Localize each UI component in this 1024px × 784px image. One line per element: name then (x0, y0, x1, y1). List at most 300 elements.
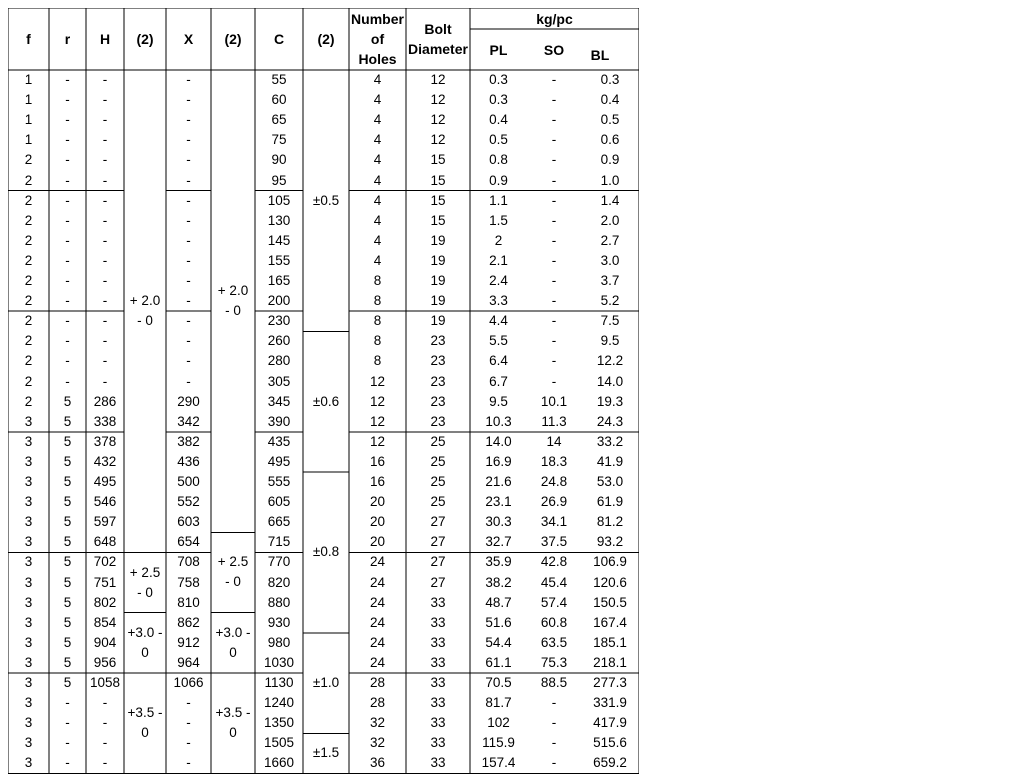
cell-pl: 0.9 (489, 172, 508, 188)
header-weight-group: kg/pc (536, 10, 573, 27)
cell-x: - (186, 273, 191, 289)
cell-f: 3 (24, 654, 33, 670)
cell-pl: 6.7 (489, 373, 508, 389)
cell-bl: 7.5 (600, 313, 620, 329)
cell-f: 1 (24, 72, 33, 88)
cell-h: - (102, 373, 108, 389)
cell-so: 24.8 (540, 474, 568, 490)
tolerance-c-cell: ±0.6 (312, 393, 340, 409)
cell-bolt: 23 (430, 333, 446, 349)
tolerance-x-cell-line-1: + 2.0 (217, 283, 249, 299)
cell-holes: 32 (369, 715, 386, 731)
cell-so: 10.1 (540, 393, 568, 409)
cell-h: 751 (93, 574, 117, 590)
cell-h: - (102, 273, 108, 289)
cell-f: 3 (24, 514, 33, 530)
header-number-of-holes (349, 8, 406, 70)
cell-x: - (186, 192, 191, 208)
header-tol-c: (2) (317, 31, 335, 47)
cell-holes: 8 (373, 353, 382, 369)
cell-c: 770 (267, 554, 291, 570)
cell-bl: 2.7 (600, 232, 620, 248)
cell-c: 165 (267, 273, 291, 289)
tolerance-x-cell-line-2: - 0 (225, 303, 241, 319)
cell-h: 597 (93, 514, 117, 530)
tolerance-h-cell-line-1: + 2.5 (129, 564, 161, 580)
cell-r: 5 (63, 453, 72, 469)
cell-x: 1066 (173, 675, 204, 691)
cell-so: 60.8 (540, 614, 568, 630)
cell-x: - (186, 715, 191, 731)
cell-bl: 0.9 (600, 152, 620, 168)
cell-so: 42.8 (540, 554, 568, 570)
cell-r: - (65, 192, 70, 208)
cell-c: 60 (271, 92, 287, 108)
cell-pl: 6.4 (489, 353, 508, 369)
cell-holes: 24 (369, 614, 386, 630)
header-number-of-holes-line-3: Holes (358, 51, 397, 67)
cell-r: - (65, 252, 70, 268)
cell-pl: 30.3 (485, 514, 512, 530)
cell-bolt: 15 (430, 192, 446, 208)
cell-f: 3 (24, 494, 33, 510)
cell-r: 5 (63, 614, 72, 630)
cell-r: 5 (63, 413, 72, 429)
cell-h: 338 (93, 413, 117, 429)
cell-c: 1030 (263, 654, 295, 670)
cell-holes: 16 (369, 474, 386, 490)
cell-f: 3 (24, 413, 33, 429)
cell-bolt: 23 (430, 373, 446, 389)
cell-f: 3 (24, 695, 33, 711)
cell-r: 5 (63, 634, 72, 650)
cell-bolt: 25 (430, 494, 446, 510)
cell-bl: 33.2 (596, 433, 624, 449)
cell-bolt: 33 (430, 715, 446, 731)
cell-r: - (65, 333, 70, 349)
cell-holes: 12 (369, 393, 386, 409)
cell-c: 345 (267, 393, 291, 409)
cell-bolt: 33 (430, 614, 446, 630)
tolerance-c-cell: ±0.8 (312, 544, 340, 560)
cell-so: - (551, 92, 557, 108)
cell-bolt: 19 (430, 313, 446, 329)
cell-pl: 0.4 (489, 112, 508, 128)
cell-bl: 218.1 (593, 654, 627, 670)
cell-so: - (551, 715, 557, 731)
tolerance-c-cell: ±1.5 (312, 745, 340, 761)
cell-x: - (186, 132, 191, 148)
header-c: C (273, 31, 285, 47)
cell-so: - (551, 695, 557, 711)
cell-so: 63.5 (540, 634, 568, 650)
cell-pl: 48.7 (485, 594, 512, 610)
cell-pl: 16.9 (485, 453, 512, 469)
cell-bl: 185.1 (593, 634, 627, 650)
cell-x: 382 (177, 433, 200, 449)
cell-holes: 4 (373, 132, 382, 148)
cell-h: - (102, 172, 108, 188)
cell-bl: 2.0 (600, 212, 620, 228)
cell-pl: 61.1 (485, 654, 512, 670)
cell-c: 390 (267, 413, 291, 429)
cell-bl: 53.0 (596, 474, 624, 490)
cell-c: 145 (267, 232, 291, 248)
cell-h: - (102, 755, 108, 771)
cell-pl: 102 (487, 715, 510, 731)
header-number-of-holes-line-2: of (370, 31, 385, 47)
cell-bolt: 33 (430, 755, 446, 771)
cell-holes: 8 (373, 333, 382, 349)
cell-bolt: 27 (430, 574, 446, 590)
cell-so: - (551, 293, 557, 309)
cell-bolt: 23 (430, 353, 446, 369)
cell-holes: 20 (369, 534, 386, 550)
cell-holes: 4 (373, 72, 382, 88)
tolerance-h-cell-line-2: 0 (141, 644, 149, 660)
cell-c: 555 (267, 474, 291, 490)
cell-pl: 81.7 (485, 695, 512, 711)
cell-x: - (186, 252, 191, 268)
cell-r: - (65, 172, 70, 188)
cell-bolt: 25 (430, 433, 446, 449)
cell-pl: 10.3 (485, 413, 512, 429)
cell-h: 495 (93, 474, 117, 490)
cell-x: 552 (177, 494, 200, 510)
cell-c: 105 (267, 192, 291, 208)
cell-h: 648 (93, 534, 117, 550)
cell-f: 3 (24, 614, 33, 630)
cell-so: 14 (546, 433, 562, 449)
cell-x: - (186, 112, 191, 128)
header-so: SO (543, 41, 565, 58)
tolerance-h-cell-line-1: + 2.0 (129, 293, 161, 309)
cell-c: 880 (267, 594, 291, 610)
cell-bl: 515.6 (593, 735, 627, 751)
cell-so: - (551, 112, 557, 128)
cell-bl: 331.9 (593, 695, 627, 711)
cell-h: 702 (93, 554, 117, 570)
cell-r: - (65, 152, 70, 168)
cell-x: 912 (177, 634, 200, 650)
cell-pl: 21.6 (485, 474, 512, 490)
cell-holes: 24 (369, 554, 386, 570)
cell-f: 3 (24, 735, 33, 751)
cell-pl: 32.7 (485, 534, 512, 550)
cell-x: - (186, 212, 191, 228)
tolerance-h-cell (124, 70, 166, 552)
cell-f: 2 (24, 152, 33, 168)
cell-c: 1350 (263, 715, 295, 731)
cell-f: 3 (24, 474, 33, 490)
cell-f: 3 (24, 574, 33, 590)
cell-x: 964 (177, 654, 200, 670)
cell-bolt: 25 (430, 453, 446, 469)
cell-bolt: 23 (430, 393, 446, 409)
cell-x: - (186, 373, 191, 389)
cell-holes: 12 (369, 413, 386, 429)
cell-bl: 1.4 (600, 192, 620, 208)
cell-pl: 1.5 (489, 212, 508, 228)
cell-bl: 5.2 (600, 293, 620, 309)
cell-x: - (186, 172, 191, 188)
cell-x: - (186, 92, 191, 108)
tolerance-c-cell: ±1.0 (312, 675, 340, 691)
cell-c: 230 (267, 313, 291, 329)
cell-holes: 4 (373, 152, 382, 168)
cell-h: - (102, 92, 108, 108)
cell-r: - (65, 92, 70, 108)
cell-pl: 4.4 (489, 313, 508, 329)
cell-f: 1 (24, 92, 33, 108)
cell-x: 603 (177, 514, 200, 530)
cell-c: 820 (267, 574, 291, 590)
cell-c: 65 (271, 112, 287, 128)
tolerance-h-cell-line-2: - 0 (137, 584, 153, 600)
cell-f: 3 (24, 594, 33, 610)
cell-r: 5 (63, 594, 72, 610)
cell-h: 1058 (89, 675, 121, 691)
cell-x: - (186, 695, 191, 711)
cell-holes: 12 (369, 373, 386, 389)
cell-bl: 659.2 (593, 755, 627, 771)
cell-f: 2 (24, 273, 33, 289)
cell-holes: 28 (369, 675, 386, 691)
cell-f: 3 (24, 675, 33, 691)
cell-bl: 61.9 (596, 494, 624, 510)
cell-c: 1505 (263, 735, 295, 751)
cell-r: 5 (63, 433, 72, 449)
cell-bolt: 19 (430, 252, 446, 268)
tolerance-x-cell-line-2: - 0 (225, 574, 241, 590)
cell-bl: 0.5 (600, 112, 620, 128)
cell-so: 88.5 (540, 675, 568, 691)
header-f: f (26, 31, 31, 47)
cell-bl: 0.6 (600, 132, 620, 148)
cell-bolt: 19 (430, 293, 446, 309)
cell-bl: 120.6 (593, 574, 627, 590)
cell-h: - (102, 192, 108, 208)
cell-bolt: 15 (430, 172, 446, 188)
cell-so: - (551, 232, 557, 248)
cell-holes: 4 (373, 192, 382, 208)
tolerance-h-cell-line-2: - 0 (137, 313, 153, 329)
cell-so: - (551, 212, 557, 228)
cell-f: 3 (24, 534, 33, 550)
cell-c: 1130 (264, 675, 294, 691)
cell-c: 260 (267, 333, 291, 349)
cell-bl: 167.4 (593, 614, 627, 630)
cell-pl: 0.5 (489, 132, 508, 148)
tolerance-h-cell (124, 613, 166, 673)
cell-x: - (186, 293, 191, 309)
cell-bolt: 19 (430, 232, 446, 248)
cell-h: 854 (93, 614, 117, 630)
cell-f: 3 (24, 453, 33, 469)
cell-c: 155 (267, 252, 291, 268)
cell-x: - (186, 152, 191, 168)
cell-bl: 12.2 (596, 353, 624, 369)
cell-bolt: 23 (430, 413, 446, 429)
cell-bolt: 33 (430, 634, 446, 650)
cell-bl: 3.7 (600, 273, 620, 289)
cell-so: - (551, 273, 557, 289)
header-number-of-holes-line-1: Number (351, 11, 404, 27)
cell-f: 2 (24, 252, 33, 268)
cell-holes: 12 (369, 433, 386, 449)
cell-f: 2 (24, 313, 33, 329)
flange-dimension-table (8, 8, 639, 776)
cell-bolt: 15 (430, 152, 446, 168)
cell-bolt: 33 (430, 675, 446, 691)
cell-pl: 0.8 (489, 152, 508, 168)
cell-h: - (102, 112, 108, 128)
cell-bl: 41.9 (596, 453, 624, 469)
cell-h: - (102, 735, 108, 751)
cell-c: 930 (267, 614, 291, 630)
cell-r: 5 (63, 514, 72, 530)
header-bolt-diameter (406, 8, 470, 70)
cell-bolt: 33 (430, 594, 446, 610)
cell-bl: 14.0 (596, 373, 624, 389)
cell-h: - (102, 313, 108, 329)
cell-pl: 23.1 (485, 494, 512, 510)
cell-bolt: 25 (430, 474, 446, 490)
cell-h: - (102, 232, 108, 248)
cell-r: 5 (63, 393, 72, 409)
cell-holes: 4 (373, 92, 382, 108)
cell-holes: 20 (369, 494, 386, 510)
cell-r: 5 (63, 474, 72, 490)
cell-so: - (551, 333, 557, 349)
cell-pl: 5.5 (489, 333, 508, 349)
cell-h: 286 (93, 393, 117, 409)
cell-bolt: 27 (430, 534, 446, 550)
cell-so: 57.4 (540, 594, 568, 610)
cell-r: 5 (63, 675, 72, 691)
cell-bl: 3.0 (600, 252, 620, 268)
cell-x: 758 (177, 574, 200, 590)
cell-bl: 106.9 (593, 554, 627, 570)
cell-so: 11.3 (541, 413, 567, 429)
cell-f: 1 (24, 112, 33, 128)
cell-c: 980 (267, 634, 291, 650)
cell-so: - (551, 132, 557, 148)
cell-r: - (65, 313, 70, 329)
cell-holes: 36 (369, 755, 386, 771)
header-bolt-diameter-line-1: Bolt (424, 21, 452, 37)
cell-holes: 4 (373, 212, 382, 228)
cell-r: 5 (63, 654, 72, 670)
cell-c: 305 (267, 373, 291, 389)
cell-so: - (551, 313, 557, 329)
cell-holes: 8 (373, 313, 382, 329)
tolerance-x-cell (211, 673, 255, 774)
cell-holes: 32 (369, 735, 386, 751)
cell-r: - (65, 353, 70, 369)
cell-bl: 0.3 (600, 72, 620, 88)
cell-f: 3 (24, 433, 33, 449)
cell-h: - (102, 252, 108, 268)
cell-c: 55 (271, 72, 287, 88)
cell-so: - (551, 755, 557, 771)
cell-so: 75.3 (540, 654, 568, 670)
cell-r: - (65, 212, 70, 228)
cell-x: 500 (177, 474, 200, 490)
cell-holes: 4 (373, 252, 382, 268)
cell-f: 2 (24, 393, 33, 409)
cell-r: - (65, 132, 70, 148)
header-bolt-diameter-line-2: Diameter (408, 41, 468, 57)
cell-r: - (65, 373, 70, 389)
cell-holes: 24 (369, 594, 386, 610)
cell-pl: 3.3 (489, 293, 508, 309)
cell-f: 2 (24, 333, 33, 349)
cell-x: 810 (177, 594, 200, 610)
cell-x: - (186, 353, 191, 369)
cell-c: 495 (267, 453, 291, 469)
cell-pl: 2.1 (489, 252, 508, 268)
cell-so: 45.4 (540, 574, 568, 590)
cell-x: 654 (177, 534, 200, 550)
cell-pl: 0.3 (489, 72, 508, 88)
cell-h: - (102, 152, 108, 168)
cell-x: 290 (177, 393, 200, 409)
cell-bl: 19.3 (596, 393, 624, 409)
cell-c: 605 (267, 494, 291, 510)
cell-c: 435 (267, 433, 291, 449)
cell-f: 3 (24, 554, 33, 570)
cell-so: 18.3 (540, 453, 568, 469)
cell-holes: 24 (369, 574, 386, 590)
cell-bl: 417.9 (593, 715, 627, 731)
cell-c: 90 (271, 152, 287, 168)
cell-x: 342 (177, 413, 200, 429)
cell-bolt: 27 (430, 554, 446, 570)
tolerance-h-cell-line-1: +3.5 - (127, 705, 163, 721)
cell-r: - (65, 293, 70, 309)
cell-c: 1240 (263, 695, 295, 711)
cell-so: - (551, 152, 557, 168)
cell-bl: 150.5 (593, 594, 627, 610)
cell-h: 432 (93, 453, 117, 469)
cell-f: 3 (24, 755, 33, 771)
cell-r: - (65, 273, 70, 289)
cell-x: 862 (177, 614, 200, 630)
tolerance-x-cell-line-2: 0 (229, 644, 237, 660)
cell-bolt: 12 (430, 132, 446, 148)
cell-c: 715 (267, 534, 291, 550)
cell-pl: 0.3 (489, 92, 508, 108)
tolerance-h-cell (124, 673, 166, 774)
cell-x: - (186, 755, 191, 771)
cell-h: - (102, 333, 108, 349)
cell-bl: 1.0 (600, 172, 620, 188)
tolerance-x-cell-line-1: +3.0 - (215, 624, 251, 640)
cell-pl: 38.2 (485, 574, 512, 590)
cell-r: 5 (63, 494, 72, 510)
cell-x: - (186, 232, 191, 248)
cell-f: 2 (24, 232, 33, 248)
cell-r: - (65, 72, 70, 88)
cell-f: 2 (24, 212, 33, 228)
tolerance-h-cell-line-2: 0 (141, 725, 149, 741)
cell-c: 665 (267, 514, 291, 530)
cell-x: - (186, 333, 191, 349)
cell-h: 546 (93, 494, 117, 510)
cell-c: 1660 (263, 755, 295, 771)
header-pl: PL (489, 41, 508, 58)
